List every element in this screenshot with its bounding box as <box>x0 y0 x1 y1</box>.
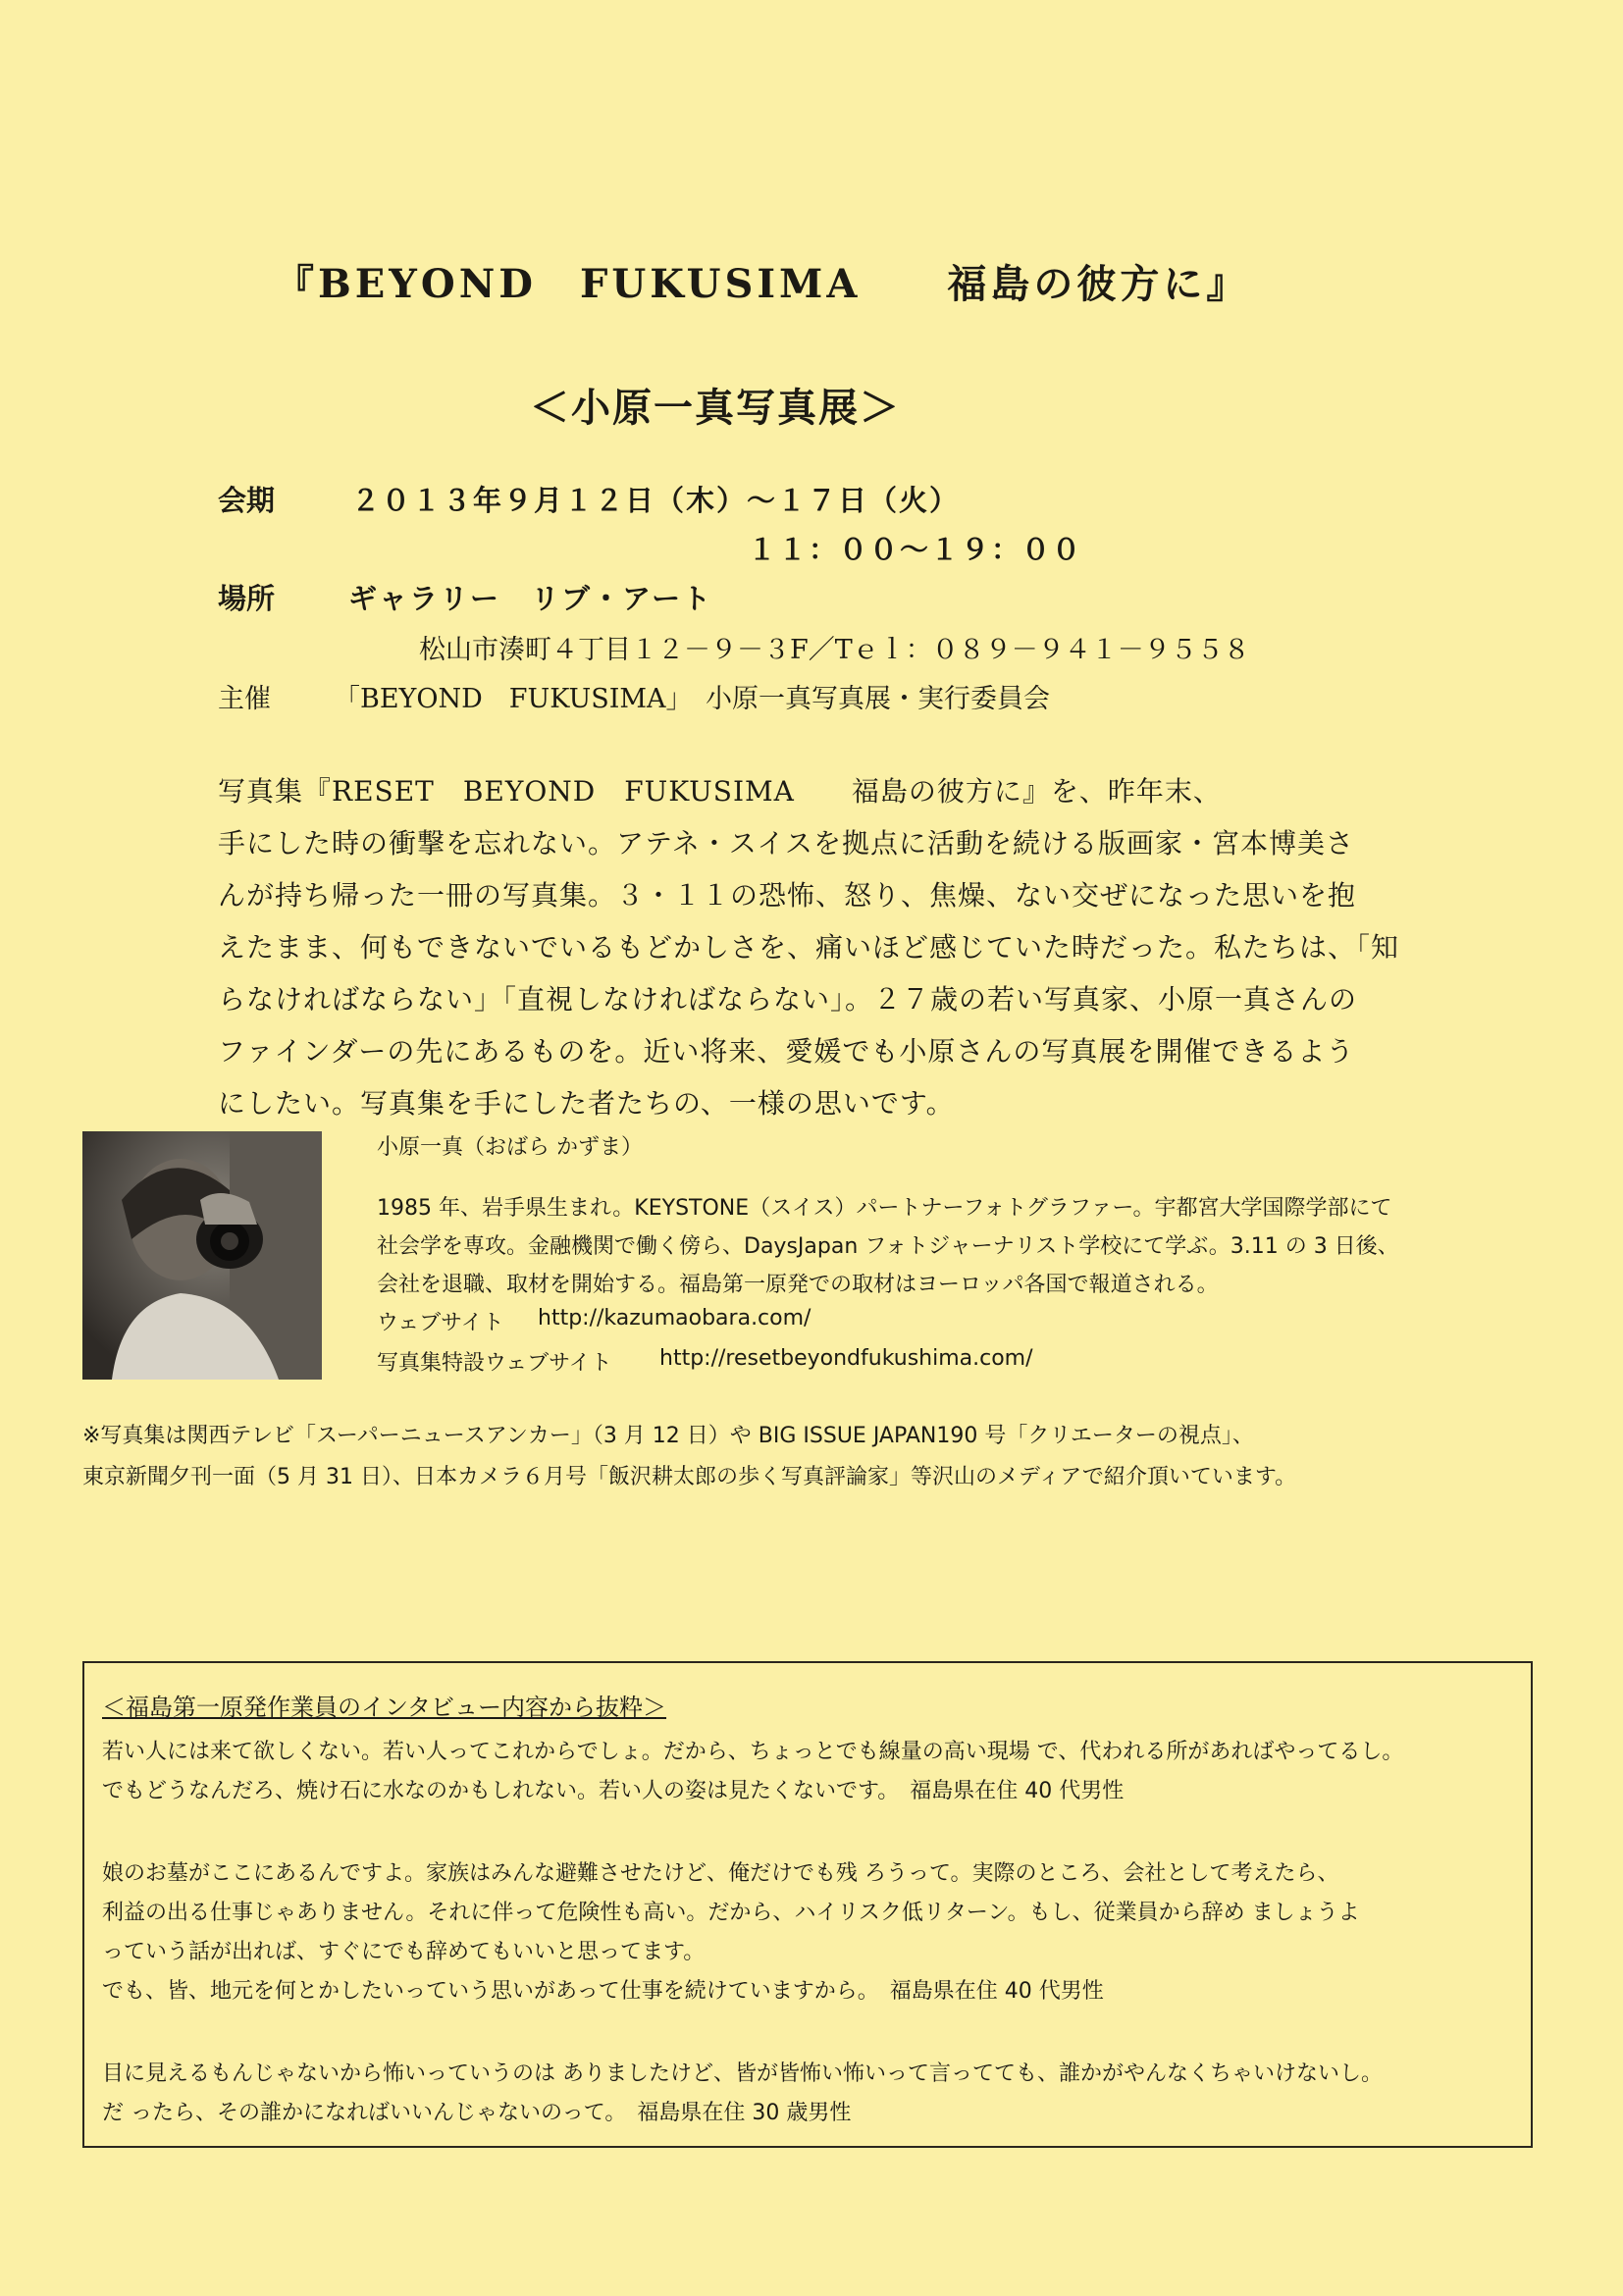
bio-line: 1985 年、岩手県生まれ。KEYSTONE（スイス）パートナーフォトグラファー。宇都宮大学国際学部にて <box>377 1196 1392 1221</box>
intro-line: えたまま、何もできないでいるもどかしさを、痛いほど感じていた時だった。私たちは、「知 <box>218 931 1400 964</box>
interview-line: 娘のお墓がここにあるんですよ。家族はみんな避難させたけど、俺だけでも残 ろうって。実際のところ、会社として考えたら、 <box>102 1861 1339 1886</box>
intro-paragraph <box>218 765 1425 1129</box>
interview-line: 目に見えるもんじゃないから怖いっていうのは ありましたけど、皆が皆怖い怖いって言ってても、誰かがやんなくちゃいけないし。 <box>102 2061 1383 2086</box>
period-label: 会期 <box>218 484 276 517</box>
intro-line: んが持ち帰った一冊の写真集。３・１１の恐怖、怒り、焦燥、ない交ぜになった思いを抱 <box>218 879 1357 912</box>
interview-line: っていう話が出れば、すぐにでも辞めてもいいと思ってます。 <box>102 1940 706 1964</box>
interview-line: でもどうなんだろ、焼け石に水なのかもしれない。若い人の姿は見たくないです。 福島県在住 40 代男性 <box>102 1779 1125 1803</box>
website-link[interactable]: http://kazumaobara.com/ <box>538 1306 812 1331</box>
media-note-line: 東京新聞夕刊一面（5 月 31 日）、日本カメラ６月号「飯沢耕太郎の歩く写真評論家」等沢山のメディアで紹介頂いています。 <box>82 1465 1297 1489</box>
bio-line: 会社を退職、取材を開始する。福島第一原発での取材はヨーロッパ各国で報道される。 <box>377 1273 1219 1297</box>
intro-line: ファインダーの先にあるものを。近い将来、愛媛でも小原さんの写真展を開催できるよう <box>218 1035 1355 1068</box>
venue-address: 松山市湊町４丁目１２－９－３F／Tｅｌ：０８９－９４１－９５５８ <box>419 635 1250 665</box>
website-label: ウェブサイト <box>377 1311 504 1335</box>
book-site-label: 写真集特設ウェブサイト <box>377 1351 612 1376</box>
intro-line: 写真集『RESET BEYOND FUKUSIMA 福島の彼方に』を、昨年末、 <box>218 775 1222 808</box>
intro-line: 手にした時の衝撃を忘れない。アテネ・スイスを拠点に活動を続ける版画家・宮本博美さ <box>218 827 1355 860</box>
interview-line: でも、皆、地元を何とかしたいっていう思いがあって仕事を続けていますから。 福島県在住 40 代男性 <box>102 1979 1104 2004</box>
interview-line: 利益の出る仕事じゃありません。それに伴って危険性も高い。だから、ハイリスク低リターン。もし、従業員から辞め ましょうよ <box>102 1901 1360 1925</box>
interview-heading: ＜福島第一原発作業員のインタビュー内容から抜粋＞ <box>102 1694 667 1721</box>
venue-name: ギャラリー リブ・アート <box>348 582 713 615</box>
bio-line: 社会学を専攻。金融機関で働く傍ら、DaysJapan フォトジャーナリスト学校にて学ぶ。3.11 の 3 日後、 <box>377 1234 1399 1259</box>
poster-subtitle: ＜小原一真写真展＞ <box>530 386 901 431</box>
period-time: １１：００～１９：００ <box>748 533 1083 566</box>
media-note-line: ※写真集は関西テレビ「スーパーニュースアンカー」（3 月 12 日）や BIG ISSUE JAPAN190 号「クリエーターの視点」、 <box>82 1424 1254 1448</box>
photographer-portrait <box>82 1131 322 1380</box>
photographer-name: 小原一真（おばら かずま） <box>377 1135 643 1160</box>
interview-line: 若い人には来て欲しくない。若い人ってこれからでしょ。だから、ちょっとでも線量の高い現場 で、代われる所があればやってるし。 <box>102 1740 1404 1764</box>
poster-title: 『BEYOND FUKUSIMA 福島の彼方に』 <box>275 261 1250 307</box>
period-date: ２０１３年９月１２日（木）～１７日（火） <box>351 484 961 517</box>
book-site-link[interactable]: http://resetbeyondfukushima.com/ <box>659 1346 1033 1371</box>
organizer-name: 「BEYOND FUKUSIMA」 小原一真写真展・実行委員会 <box>334 684 1051 714</box>
organizer-label: 主催 <box>218 684 271 714</box>
venue-label: 場所 <box>218 582 276 615</box>
interview-line: だ ったら、その誰かになればいいんじゃないのって。 福島県在住 30 歳男性 <box>102 2101 852 2125</box>
intro-line: らなければならない」「直視しなければならない」。２７歳の若い写真家、小原一真さんの <box>218 983 1358 1016</box>
intro-line: にしたい。写真集を手にした者たちの、一様の思いです。 <box>218 1087 955 1120</box>
